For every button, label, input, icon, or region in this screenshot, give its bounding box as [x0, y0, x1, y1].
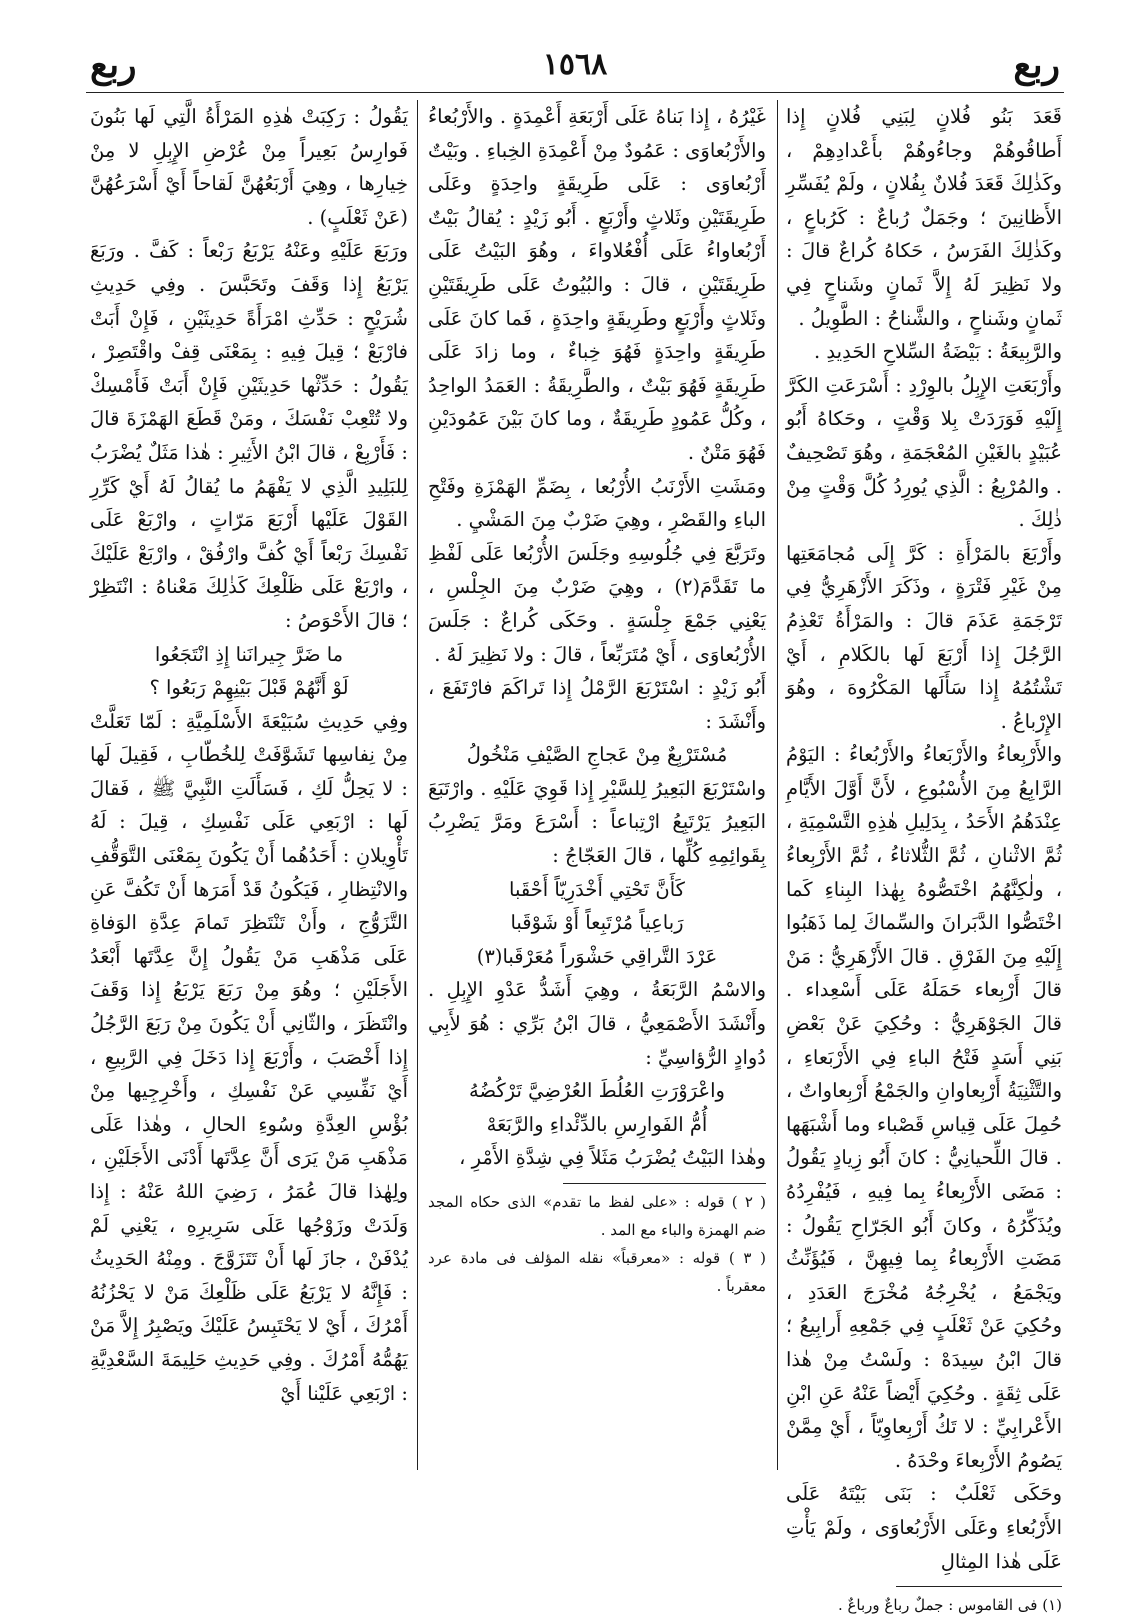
column-right [786, 100, 1062, 1615]
paragraph: واسْتَرْبَعَ البَعِيرُ لِلسَّيْرِ إِذا قَوِيَ عَلَيْهِ . وارْتَبَعَ البَعِيرُ يَرْتَبِعُ ارْتِباعاً : أَسْرَعَ ومَرَّ يَضْرِبُ بِقَوائِمِهِ كُلِّها ، قالَ العَجّاجُ : [428, 776, 766, 868]
paragraph: وفِي حَدِيثِ سُبَيْعَةَ الأَسْلَمِيَّةِ : لَمّا تَعَلَّتْ مِنْ نِفاسِها تَشَوَّفَتْ لِلخُطّابِ ، فَقِيلَ لَها : لا يَحِلُّ لَكِ ، فَسَأَلَتِ النَّبِيَّ ﷺ ، فَقالَ لَها : ارْبَعِي عَلَى نَفْسِكِ ، قِيلَ : لَهُ تَأْوِيلانِ : أَحَدُهُما أَنْ يَكُونَ بِمَعْنَى التَّوَقُّفِ والانْتِظارِ ، فَيَكُونُ قَدْ أَمَرَها أَنْ تَكُفَّ عَنِ التَّزَوُّجِ ، وأَنْ تَنْتَظِرَ تَمامَ عِدَّةِ الوَفاةِ عَلَى مَذْهَبِ مَنْ يَقُولُ إِنَّ عِدَّتَها أَبْعَدُ الأَجَلَيْنِ ؛ وهُوَ مِنْ رَبَعَ يَرْبَعُ إِذا وَقَفَ وانْتَظَرَ ، والثّانِي أَنْ يَكُونَ مِنْ رَبَعَ الرَّجُلُ إِذا أَخْصَبَ ، وأَرْبَعَ إِذا دَخَلَ فِي الرَّبِيعِ ، أَيْ نَفِّسِي عَنْ نَفْسِكِ ، وأَخْرِجِيها مِنْ بُؤْسِ العِدَّةِ وسُوءِ الحالِ ، وهٰذا عَلَى مَذْهَبِ مَنْ يَرَى أَنَّ عِدَّتَها أَدْنَى الأَجَلَيْنِ ، ولِهٰذا قالَ عُمَرُ ، رَضِيَ اللهُ عَنْهُ : إِذا وَلَدَتْ وزَوْجُها عَلَى سَرِيرِهِ ، يَعْنِي لَمْ يُدْفَنْ ، جازَ لَها أَنْ تَتَزَوَّجَ . ومِنْهُ الحَدِيثُ : فَإِنَّهُ لا يَرْبَعُ عَلَى ظَلْعِكَ مَنْ لا يَحْزُنُهُ أَمْرُكَ ، أَيْ لا يَحْتَبِسُ عَلَيْكَ ويَصْبِرُ إِلاَّ مَنْ يَهُمُّهُ أَمْرُكَ . وفِي حَدِيثِ حَلِيمَةَ السَّعْدِيَّةِ : ارْبَعِي عَلَيْنا أَيْ [90, 709, 408, 1405]
verse-line: لَوْ أَنَّهُمْ قَبْلَ بَيْنِهِمْ رَبَعُوا ؟ [149, 676, 349, 700]
header-rule [86, 92, 1064, 93]
column-left [90, 100, 408, 1462]
footnote-rule [896, 1586, 1062, 1587]
paragraph: قَعَدَ بَنُو فُلانٍ لِبَنِي فُلانٍ إِذا أَطاقُوهُمْ وجاءُوهُمْ بأَعْدادِهِمْ ، وكَذٰلِكَ قَعَدَ فُلانٌ بِفُلانٍ ، ولَمْ يُفَسِّرِ الأَظانِينَ ؛ وجَمَلٌ رُباعٌ : كَرُباعٍ ، وكَذٰلِكَ الفَرَسُ ، حَكاهُ كُراعٌ قالَ : ولا نَظِيرَ لَهُ إِلاَّ ثَمانٍ وشَناحٍ فِي ثَمانٍ وشَناحٍ ، والشَّناحُ : الطَّوِيلُ . [786, 105, 1062, 330]
verse-line: ما ضَرَّ جِيرانَنا إِذِ انْتَجَعُوا [154, 642, 344, 666]
column-middle [428, 100, 766, 1462]
verse-line: رَباعِياً مُرْتَبِعاً أَوْ شَوْقَبا [510, 911, 684, 935]
verse-line: كَأَنَّ تَحْتِي أَخْدَرِيّاً أَحْقَبا [509, 877, 685, 901]
verse-line: واعْرَوْرَتِ العُلُطَ العُرْضِيَّ تَرْكُضُهُ [469, 1079, 725, 1103]
column-divider [417, 100, 418, 1470]
paragraph: يَقُولُ : رَكِبَتْ هٰذِهِ المَرْأَةُ الَّتِي لَها بَنُونَ فَوارِسُ بَعِيراً مِنْ عُرْضِ الإِبِلِ لا مِنْ خِيارِها ، وهِيَ أَرْبَعُهُنَّ لَقاحاً أَيْ أَسْرَعُهُنَّ (عَنْ ثَعْلَبٍ) . [90, 105, 408, 229]
footnote: ( ٢ ) قوله : «على لفظ ما تقدم» الذى حكاه المجد ضم الهمزة والباء مع المد . [428, 1193, 766, 1239]
header-right-word: ربع [1013, 44, 1060, 86]
column-divider [777, 100, 778, 1470]
paragraph: ومَشَتِ الأَرْنَبُ الأُرْبُعا ، بِضَمِّ الهَمْزَةِ وفَتْحِ الباءِ والقَصْرِ ، وهِيَ ضَرْبٌ مِنَ المَشْيِ . [428, 474, 766, 532]
verse-line: أُمُّ الفَوارِسِ بالدِّئْداءِ والرَّبَعَهْ [486, 1112, 708, 1136]
paragraph: وتَرَبَّعَ فِي جُلُوسِهِ وجَلَسَ الأُرْبُعا عَلَى لَفْظِ ما تَقَدَّمَ(٢) ، وهِيَ ضَرْبٌ مِنَ الجِلْسِ ، يَعْنِي جَمْعَ جِلْسَةٍ . وحَكَى كُراعٌ : جَلَسَ الأُرْبُعاوَى ، أَيْ مُتَرَبِّعاً ، قالَ : ولا نَظِيرَ لَهُ . [428, 541, 766, 666]
paragraph: والاسْمُ الرَّبَعَةُ ، وهِيَ أَشَدُّ عَدْوِ الإِبِلِ . وأَنْشَدَ الأَصْمَعِيُّ ، قالَ ابْنُ بَرِّي : هُوَ لأَبِي دُوادٍ الرُّؤاسِيِّ : [428, 978, 766, 1069]
page-header [86, 40, 1064, 90]
footnote: (١) فى القاموس : جملٌ رباعٌ ورباعٌ . [837, 1596, 1062, 1615]
verse-line: عَرْدَ التَّراقِي حَشْوَراً مُعَرْقَبا(٣) [476, 944, 718, 968]
header-left-word: ربع [90, 44, 137, 86]
paragraph: والأَرْبِعاءُ والأَرْبَعاءُ والأَرْبُعاءُ : اليَوْمُ الرَّابِعُ مِنَ الأُسْبُوعِ ، لأَنَّ أَوَّلَ الأَيَّامِ عِنْدَهُمُ الأَحَدُ ، بِدَلِيلِ هٰذِهِ التَّسْمِيَةِ ، ثُمَّ الاثْنانِ ، ثُمَّ الثُّلاثاءُ ، ثُمَّ الأَرْبِعاءُ ، ولٰكِنَّهُمُ اخْتَصُّوهُ بِهٰذا البِناءِ كَما اخْتَصُّوا الدَّبَرانَ والسِّماكَ لِما ذَهَبُوا إِلَيْهِ مِنَ الفَرْقِ . قالَ الأَزْهَرِيُّ : مَنْ قالَ أَرْبِعاء حَمَلَهُ عَلَى أَسْعِداء . قالَ الجَوْهَرِيُّ : وحُكِيَ عَنْ بَعْضِ بَنِي أَسَدٍ فَتْحُ الباءِ فِي الأَرْبَعاءِ ، والتَّثْنِيَةُ أَرْبِعاوانِ والجَمْعُ أَرْبِعاواتٌ ، حُمِلَ عَلَى قِياسِ قَصْباء وما أَشْبَهَها . قالَ اللِّحيانِيُّ : كانَ أَبُو زِيادٍ يَقُولُ : مَضَى الأَرْبِعاءُ بِما فِيهِ ، فَيُفْرِدُهُ ويُذَكِّرُهُ ، وكانَ أَبُو الجَرّاحِ يَقُولُ : مَضَتِ الأَرْبِعاءُ بِما فِيهِنَّ ، فَيُؤَنِّثُ ويَجْمَعُ ، يُخْرِجُهُ مُخْرَجَ العَدَدِ ، وحُكِيَ عَنْ ثَعْلَبٍ فِي جَمْعِهِ أَرابِيعُ ؛ قالَ ابْنُ سِيدَهْ : ولَسْتُ مِنْ هٰذا عَلَى ثِقَةٍ . وحُكِيَ أَيْضاً عَنْهُ عَنِ ابْنِ الأَعْرابِيِّ : لا تَكُ أَرْبِعاوِيّاً ، أَيْ مِمَّنْ يَصُومُ الأَرْبِعاءَ وحْدَهُ . [786, 743, 1062, 1472]
paragraph: وحَكَى ثَعْلَبٌ : بَنَى بَيْتَهُ عَلَى الأَرْبُعاءِ وعَلَى الأَرْبُعاوَى ، ولَمْ يَأْتِ عَلَى هٰذا المِثالِ [786, 1482, 1062, 1573]
footnote: ( ٣ ) قوله : «معرقباً» نقله المؤلف فى مادة عرد معقرباً . [428, 1249, 766, 1295]
verse-line: مُسْتَرْبِعٌ مِنْ عَجاجِ الصَّيْفِ مَنْخُولُ [466, 743, 728, 767]
footnote-rule [563, 1183, 766, 1184]
paragraph: والرَّبِيعَةُ : بَيْضَةُ السِّلاحِ الحَدِيدِ . [814, 340, 1062, 364]
paragraph: وأَرْبَعَتِ الإِبِلُ بالوِرْدِ : أَسْرَعَتِ الكَرَّ إِلَيْهِ فَوَرَدَتْ بِلا وَقْتٍ ، وحَكاهُ أَبُو عُبَيْدٍ بالغَيْنِ المُعْجَمَةِ ، وهُوَ تَصْحِيفٌ . والمُرْبِعُ : الَّذِي يُورِدُ كُلَّ وَقْتٍ مِنْ ذٰلِكَ . [786, 373, 1062, 532]
paragraph: ورَبَعَ عَلَيْهِ وعَنْهُ يَرْبَعُ رَبْعاً : كَفَّ . ورَبَعَ يَرْبَعُ إِذا وَقَفَ وتَحَبَّسَ . وفِي حَدِيثِ شُرَيْحٍ : حَدِّثِ امْرَأَةً حَدِيثَيْنِ ، فَإِنْ أَبَتْ فارْبَعْ ؛ قِيلَ فِيهِ : بِمَعْنَى قِفْ واقْتَصِرْ ، يَقُولُ : حَدِّثْها حَدِيثَيْنِ فَإِنْ أَبَتْ فَأَمْسِكْ ولا تُتْعِبْ نَفْسَكَ ، ومَنْ قَطَعَ الهَمْزَةَ قالَ : فَأَرْبِعْ ، قالَ ابْنُ الأَثِيرِ : هٰذا مَثَلٌ يُضْرَبُ لِلبَلِيدِ الَّذِي لا يَفْهَمُ ما يُقالُ لَهُ أَيْ كَرِّرِ القَوْلَ عَلَيْها أَرْبَعَ مَرّاتٍ ، وارْبَعْ عَلَى نَفْسِكَ رَبْعاً أَيْ كُفَّ وارْفُقْ ، وارْبَعْ عَلَيْكَ ، وارْبَعْ عَلَى ظَلْعِكَ كَذٰلِكَ مَعْناهُ : انْتَظِرْ ؛ قالَ الأَحْوَصُ : [90, 239, 408, 632]
paragraph: وهٰذا البَيْتُ يُضْرَبُ مَثَلاً فِي شِدَّةِ الأَمْرِ ، [459, 1146, 766, 1170]
paragraph: غَيْرُهُ ، إِذا بَناهُ عَلَى أَرْبَعَةِ أَعْمِدَةٍ . والأَرْبُعاءُ والأَرْبُعاوَى : عَمُودٌ مِنْ أَعْمِدَةِ الخِباءِ . وبَيْتٌ أَرْبُعاوَى : عَلَى طَرِيقَةٍ واحِدَةٍ وعَلَى طَرِيقَتَيْنِ وثَلاثٍ وأَرْبَعٍ . أَبُو زَيْدٍ : يُقالُ بَيْتٌ أَرْبُعاواءُ عَلَى أُفْعُلاواءَ ، وهُوَ البَيْتُ عَلَى طَرِيقَتَيْنِ ، قالَ : والبُيُوتُ عَلَى طَرِيقَتَيْنِ وثَلاثٍ وأَرْبَعٍ وطَرِيقَةٍ واحِدَةٍ ، فَما كانَ عَلَى طَرِيقَةٍ واحِدَةٍ فَهُوَ خِباءٌ ، وما زادَ عَلَى طَرِيقَةٍ فَهُوَ بَيْتٌ ، والطَّرِيقَةُ : العَمَدُ الواحِدُ ، وكُلُّ عَمُودٍ طَرِيقَةٌ ، وما كانَ بَيْنَ عَمُودَيْنِ فَهُوَ مَتْنٌ . [428, 105, 766, 464]
page-number: ١٥٦٨ [542, 47, 608, 82]
paragraph: أَبُو زَيْدٍ : اسْتَرْبَعَ الرَّمْلُ إِذا تَراكَمَ فارْتَفَعَ ، وأَنْشَدَ : [428, 676, 766, 733]
paragraph: وأَرْبَعَ بالمَرْأَةِ : كَرَّ إِلَى مُجامَعَتِها مِنْ غَيْرِ فَتْرَةٍ ، وذَكَرَ الأَزْهَرِيُّ فِي تَرْجَمَةِ عَذَمَ قالَ : والمَرْأَةُ تَعْذِمُ الرَّجُلَ إِذا أَرْبَعَ لَها بالكَلامِ ، أَيْ تَشْتُمُهُ إِذا سَأَلَها المَكْرُوهَ ، وهُوَ الإِرْباعُ . [786, 541, 1062, 733]
